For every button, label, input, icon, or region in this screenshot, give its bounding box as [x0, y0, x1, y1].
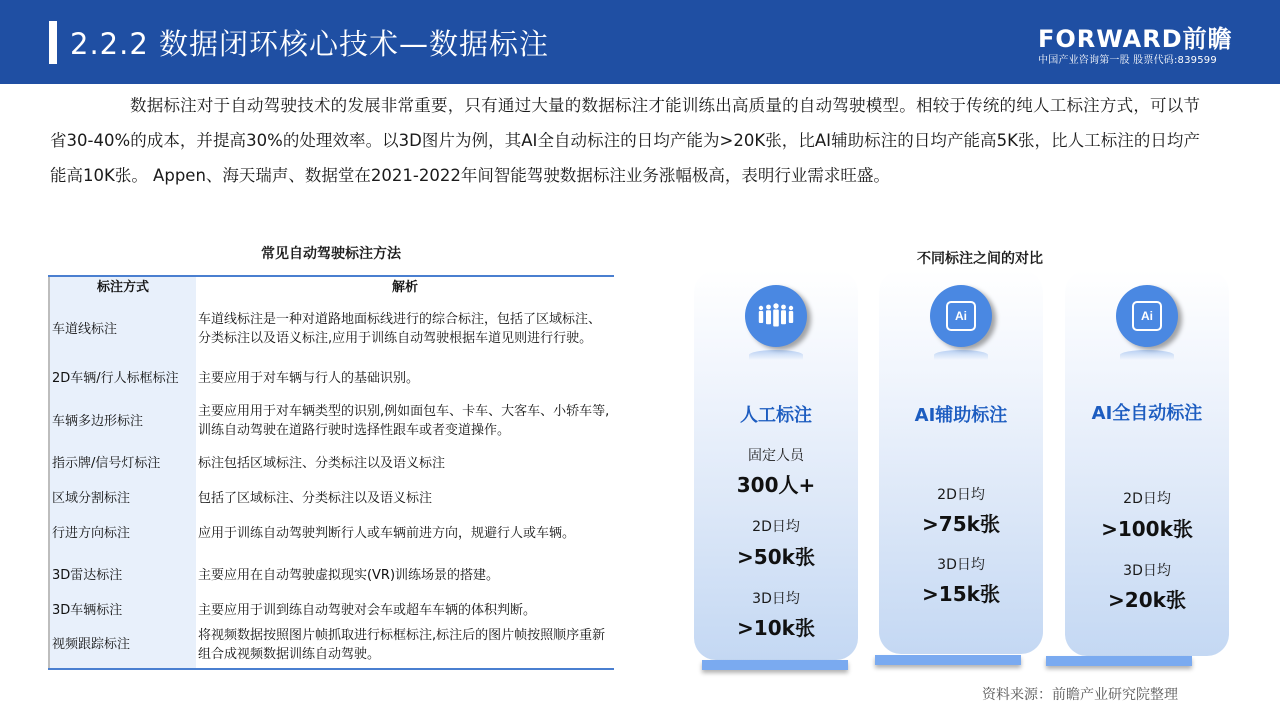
annotation-methods-table: [48, 275, 614, 670]
stat-value: >15k张: [922, 582, 1000, 606]
logo-text: FORWARD前瞻: [1038, 25, 1233, 53]
people-group-glyph: [756, 303, 796, 329]
stat-label: 3D日均: [752, 591, 800, 607]
card-base: [1046, 656, 1192, 666]
method-cell: 车道线标注: [49, 297, 196, 361]
card-manual-annotation: [694, 270, 858, 660]
method-cell: 2D车辆/行人标框标注: [49, 361, 196, 396]
method-cell: 指示牌/信号灯标注: [49, 446, 196, 481]
description-cell: 包括了区域标注、分类标注以及语义标注: [196, 481, 614, 516]
comparison-title: 不同标注之间的对比: [917, 251, 1043, 267]
people-group-icon: [745, 285, 807, 347]
method-cell: 行进方向标注: [49, 516, 196, 551]
card-base: [875, 655, 1021, 665]
description-cell: 主要应用于对车辆与行人的基础识别。: [196, 361, 614, 396]
description-cell: 将视频数据按照图片帧抓取进行标框标注,标注后的图片帧按照顺序重新组合成视频数据训练自动驾驶。: [196, 621, 614, 669]
stat-value: 300人+: [736, 473, 816, 497]
method-cell: 视频跟踪标注: [49, 621, 196, 669]
stat-label: 固定人员: [748, 448, 804, 464]
column-header-method: 标注方式: [49, 276, 196, 297]
table-row: [49, 396, 614, 446]
description-cell: 主要应用用于对车辆类型的识别,例如面包车、卡车、大客车、小轿车等,训练自动驾驶在道路行驶时选择性跟车或者变道操作。: [196, 396, 614, 446]
stat-value: >10k张: [737, 616, 815, 640]
stat-label: 3D日均: [1123, 563, 1171, 579]
table-row: [49, 297, 614, 361]
stat-value: >75k张: [922, 512, 1000, 536]
table-row: [49, 361, 614, 396]
description-cell: 主要应用于训到练自动驾驶对会车或超车车辆的体积判断。: [196, 599, 614, 621]
card-base: [702, 660, 848, 670]
page-title: 2.2.2 数据闭环核心技术—数据标注: [70, 27, 550, 61]
stat-label: 2D日均: [1123, 491, 1171, 507]
table-row: [49, 551, 614, 599]
description-cell: 应用于训练自动驾驶判断行人或车辆前进方向，规避行人或车辆。: [196, 516, 614, 551]
table-title: 常见自动驾驶标注方法: [261, 246, 401, 262]
method-cell: 3D车辆标注: [49, 599, 196, 621]
brand-logo: [1038, 26, 1238, 68]
card-ai-auto-annotation: [1065, 270, 1229, 656]
card-title: AI全自动标注: [1091, 403, 1203, 424]
ai-icon: [1116, 285, 1178, 347]
table-row: [49, 481, 614, 516]
card-ai-assisted-annotation: [879, 270, 1043, 654]
card-title: 人工标注: [740, 405, 812, 426]
description-cell: 车道线标注是一种对道路地面标线进行的综合标注，包括了区域标注、分类标注以及语义标注,应用于训练自动驾驶根据车道见则进行行驶。: [196, 297, 614, 361]
method-cell: 区域分割标注: [49, 481, 196, 516]
source-note: 资料来源：前瞻产业研究院整理: [982, 687, 1178, 703]
stat-label: 3D日均: [937, 557, 985, 573]
description-cell: 主要应用在自动驾驶虚拟现实(VR)训练场景的搭建。: [196, 551, 614, 599]
intro-paragraph: 数据标注对于自动驾驶技术的发展非常重要，只有通过大量的数据标注才能训练出高质量的自动驾驶模型。相较于传统的纯人工标注方式，可以节省30-40%的成本，并提高30%的处理效率。以3D图片为例，其AI全自动标注的日均产能为>20K张，比AI辅助标注的日均产能高5K张，比人工标注的日均产能高10K张。 Appen、海天瑞声、数据堂在2021-2022年间智能驾驶数据标注业务涨幅极高，表明行业需求旺盛。: [50, 96, 1200, 185]
stat-value: >50k张: [737, 545, 815, 569]
stat-label: 2D日均: [752, 519, 800, 535]
ai-icon-box: Ai: [946, 301, 976, 331]
method-cell: 车辆多边形标注: [49, 396, 196, 446]
logo-subtitle: 中国产业咨询第一股 股票代码:839599: [1038, 55, 1217, 66]
icon-reflection: [1120, 350, 1174, 360]
header-banner: [0, 0, 1280, 84]
table-row: [49, 599, 614, 621]
ai-icon: [930, 285, 992, 347]
card-title: AI辅助标注: [914, 405, 1008, 426]
table-row: [49, 621, 614, 669]
title-accent-bar: [49, 21, 57, 64]
icon-reflection: [749, 350, 803, 360]
table-header-row: [49, 276, 614, 297]
icon-reflection: [934, 350, 988, 360]
stat-label: 2D日均: [937, 487, 985, 503]
table-row: [49, 446, 614, 481]
description-cell: 标注包括区域标注、分类标注以及语义标注: [196, 446, 614, 481]
stat-value: >20k张: [1108, 588, 1186, 612]
column-header-description: 解析: [196, 276, 614, 297]
table-row: [49, 516, 614, 551]
method-cell: 3D雷达标注: [49, 551, 196, 599]
ai-icon-box: Ai: [1132, 301, 1162, 331]
stat-value: >100k张: [1101, 517, 1193, 541]
